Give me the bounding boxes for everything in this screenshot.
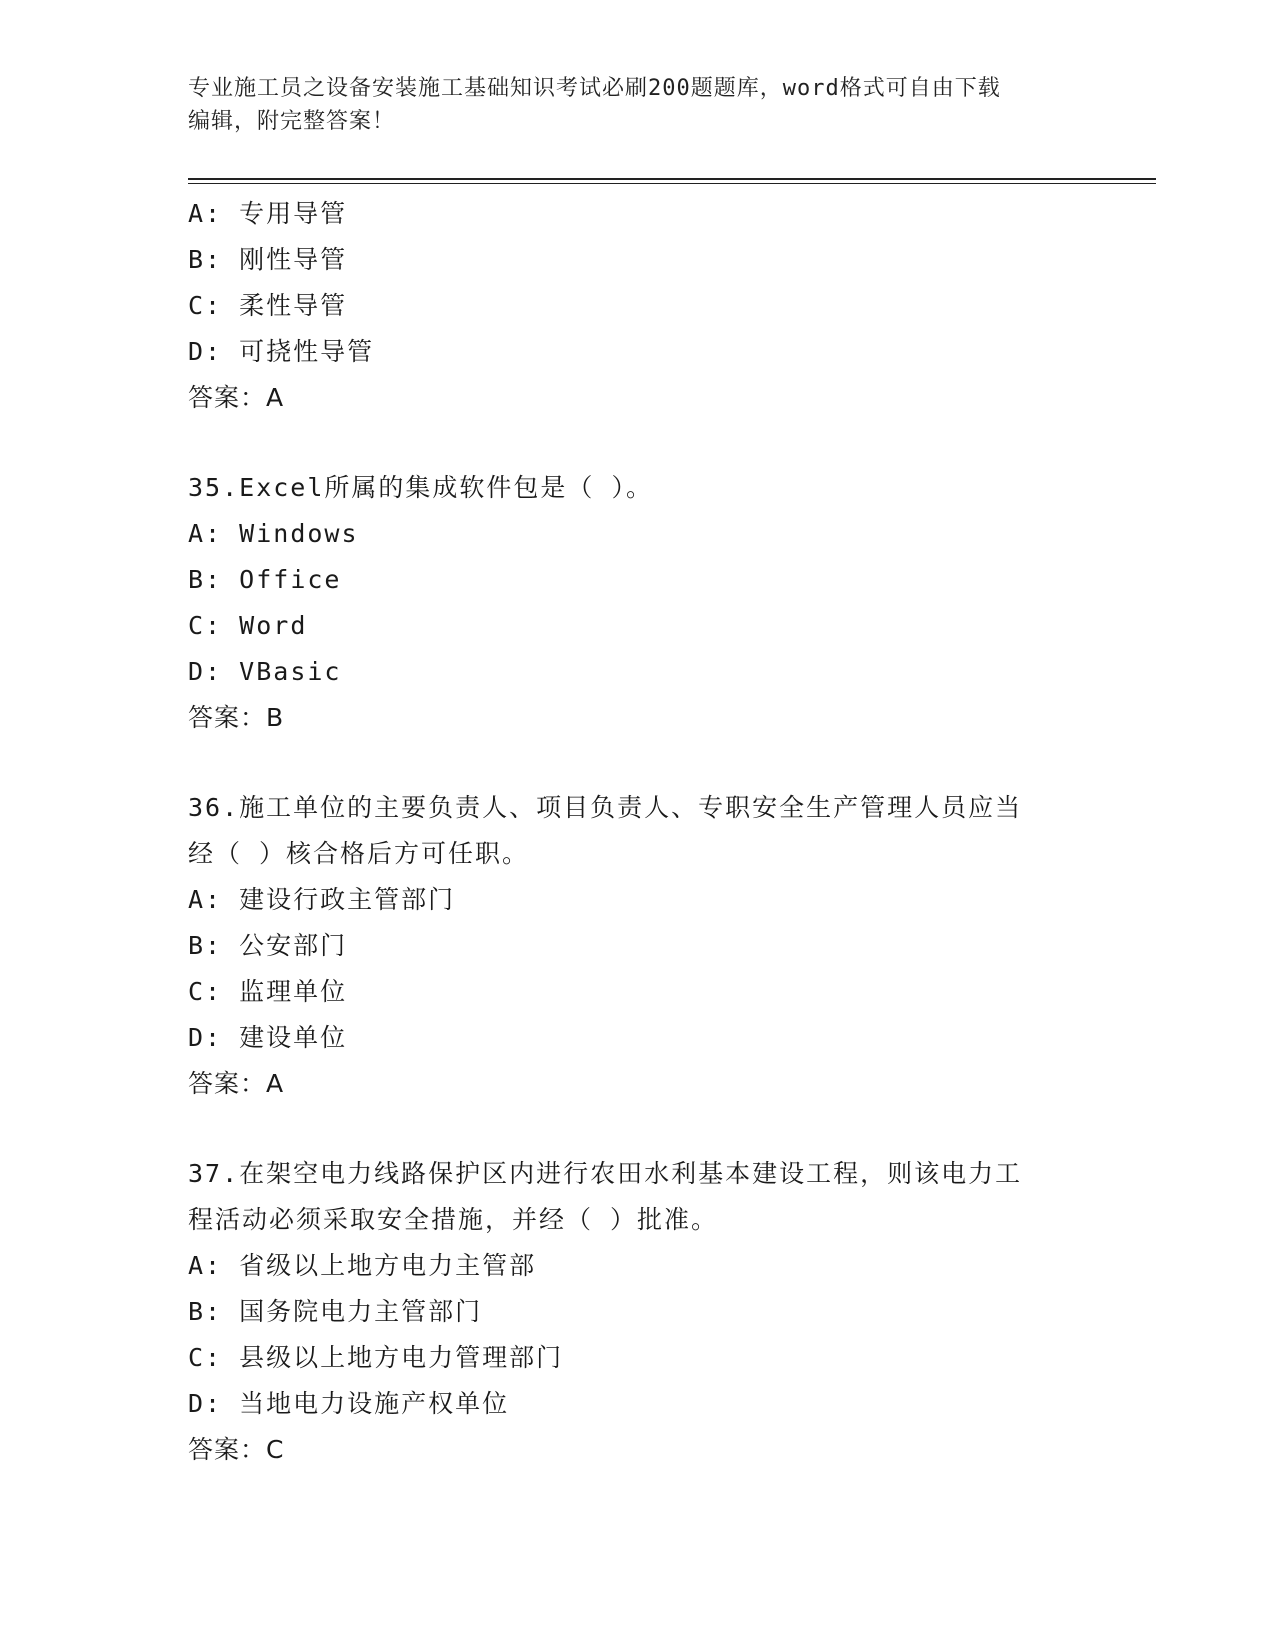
spacer xyxy=(188,421,1088,465)
header-rule-thin xyxy=(188,183,1156,184)
option-text: VBasic xyxy=(239,657,342,686)
option-text: 监理单位 xyxy=(239,977,348,1006)
option-line xyxy=(188,329,1088,375)
question-block-37 xyxy=(188,1151,1088,1473)
option-text: Office xyxy=(239,565,342,594)
option-line xyxy=(188,1289,1088,1335)
option-text: 省级以上地方电力主管部 xyxy=(239,1251,537,1280)
option-letter: D: xyxy=(188,337,223,366)
option-text: 公安部门 xyxy=(239,931,348,960)
option-letter: D: xyxy=(188,657,223,686)
option-line xyxy=(188,603,1088,649)
header-title-line-1: 专业施工员之设备安装施工基础知识考试必刷200题题库，word格式可自由下载 xyxy=(188,76,1001,101)
option-text: 县级以上地方电力管理部门 xyxy=(239,1343,564,1372)
question-stem-continued: 程活动必须采取安全措施，并经（ ）批准。 xyxy=(188,1205,719,1234)
option-letter: C: xyxy=(188,611,223,640)
spacer xyxy=(188,741,1088,785)
option-line xyxy=(188,237,1088,283)
option-letter: A: xyxy=(188,199,223,228)
option-text: Word xyxy=(239,611,308,640)
option-letter: C: xyxy=(188,977,223,1006)
option-letter: A: xyxy=(188,885,223,914)
question-stem: 36.施工单位的主要负责人、项目负责人、专职安全生产管理人员应当 xyxy=(188,793,1023,822)
question-stem-continued: 经（ ）核合格后方可任职。 xyxy=(188,839,530,868)
header-title-line-2: 编辑，附完整答案！ xyxy=(188,109,396,134)
option-letter: B: xyxy=(188,931,223,960)
option-line xyxy=(188,969,1088,1015)
option-line xyxy=(188,191,1088,237)
option-text: 当地电力设施产权单位 xyxy=(239,1389,510,1418)
option-line xyxy=(188,283,1088,329)
spacer xyxy=(188,1107,1088,1151)
option-line xyxy=(188,1381,1088,1427)
answer-line: 答案：B xyxy=(188,703,285,732)
question-list xyxy=(188,191,1088,1473)
option-text: Windows xyxy=(239,519,359,548)
option-text: 可挠性导管 xyxy=(239,337,375,366)
option-letter: B: xyxy=(188,565,223,594)
answer-line: 答案：A xyxy=(188,383,285,412)
question-block-36 xyxy=(188,785,1088,1107)
document-header xyxy=(188,72,1088,138)
option-line xyxy=(188,557,1088,603)
answer-line: 答案：C xyxy=(188,1435,285,1464)
question-stem: 35.Excel所属的集成软件包是（ ）。 xyxy=(188,473,653,502)
option-letter: D: xyxy=(188,1023,223,1052)
option-text: 柔性导管 xyxy=(239,291,348,320)
option-line xyxy=(188,1015,1088,1061)
option-line xyxy=(188,649,1088,695)
option-letter: A: xyxy=(188,1251,223,1280)
option-line xyxy=(188,877,1088,923)
question-stem: 37.在架空电力线路保护区内进行农田水利基本建设工程，则该电力工 xyxy=(188,1159,1023,1188)
option-text: 建设单位 xyxy=(239,1023,348,1052)
option-text: 建设行政主管部门 xyxy=(239,885,456,914)
option-letter: D: xyxy=(188,1389,223,1418)
option-letter: B: xyxy=(188,245,223,274)
option-letter: B: xyxy=(188,1297,223,1326)
question-block-35 xyxy=(188,465,1088,741)
option-letter: C: xyxy=(188,291,223,320)
option-text: 刚性导管 xyxy=(239,245,348,274)
header-rule-thick xyxy=(188,178,1156,180)
option-letter: C: xyxy=(188,1343,223,1372)
question-block-prev xyxy=(188,191,1088,421)
option-line xyxy=(188,1335,1088,1381)
option-line xyxy=(188,511,1088,557)
option-line xyxy=(188,923,1088,969)
option-text: 专用导管 xyxy=(239,199,348,228)
option-letter: A: xyxy=(188,519,223,548)
answer-line: 答案：A xyxy=(188,1069,285,1098)
option-text: 国务院电力主管部门 xyxy=(239,1297,483,1326)
option-line xyxy=(188,1243,1088,1289)
